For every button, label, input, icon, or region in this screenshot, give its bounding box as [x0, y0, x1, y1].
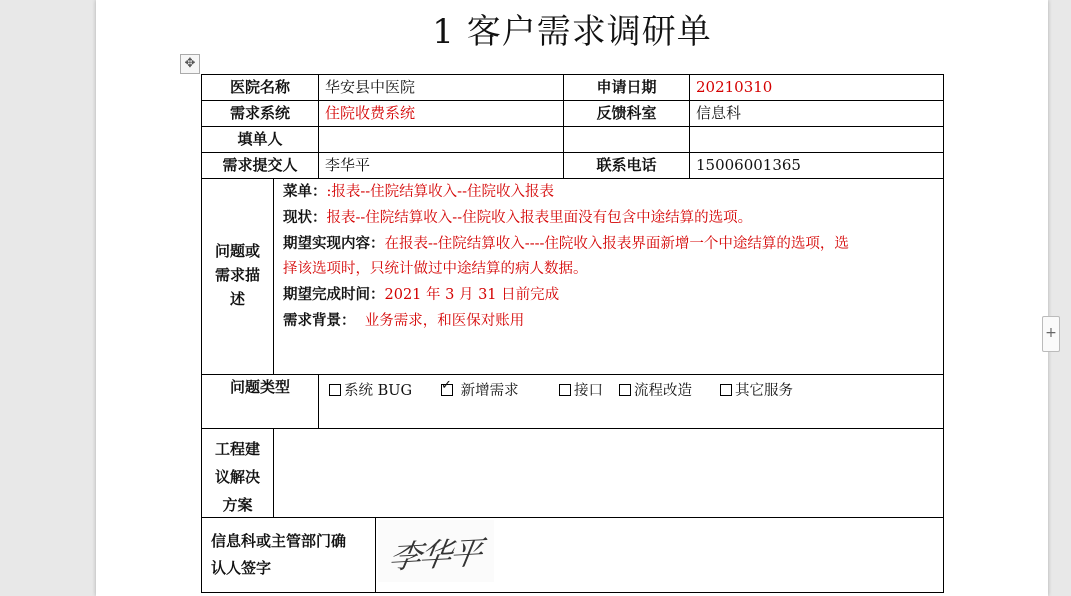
problem-label-line: 需求描: [214, 266, 260, 284]
submitter-value[interactable]: 李华平: [318, 152, 564, 179]
type-option-other[interactable]: [720, 379, 793, 400]
checkbox-icon[interactable]: [619, 384, 631, 396]
confirm-label-line: 认人签字: [211, 559, 272, 577]
engineering-label-line: 工程建: [214, 440, 260, 458]
phone-label: 联系电话: [563, 152, 690, 179]
empty-cell: [689, 126, 944, 153]
add-column-handle-icon[interactable]: +: [1042, 316, 1060, 352]
system-label: 需求系统: [201, 100, 319, 127]
filler-label: 填单人: [201, 126, 319, 153]
type-option-label: 其它服务: [735, 383, 793, 399]
hospital-value[interactable]: 华安县中医院: [318, 74, 564, 101]
empty-cell: [563, 126, 690, 153]
hospital-label: 医院名称: [201, 74, 319, 101]
type-option-label: 流程改造: [634, 383, 692, 399]
requirement-form-table: [201, 74, 944, 596]
menu-value: :报表--住院结算收入--住院收入报表: [326, 184, 554, 200]
signature-image: [378, 520, 494, 582]
type-option-interface[interactable]: [559, 379, 603, 400]
type-option-bug[interactable]: [329, 379, 412, 400]
type-option-new[interactable]: [441, 379, 519, 400]
expect-value: 在报表--住院结算收入----住院收入报表界面新增一个中途结算的选项，选: [384, 236, 849, 252]
filler-value[interactable]: [318, 126, 564, 153]
type-option-label: 新增需求: [460, 383, 519, 399]
confirm-label: [201, 517, 376, 593]
expect-value-cont: 择该选项时，只统计做过中途结算的病人数据。: [283, 261, 588, 277]
checkbox-icon[interactable]: [720, 384, 732, 396]
menu-key: 菜单：: [283, 183, 327, 200]
engineering-value[interactable]: [273, 428, 944, 518]
dept-value[interactable]: 信息科: [689, 100, 944, 127]
checkbox-icon[interactable]: [559, 384, 571, 396]
checkbox-checked-icon[interactable]: [441, 384, 453, 396]
submitter-label: 需求提交人: [201, 152, 319, 179]
problem-label-line: 问题或: [214, 242, 260, 260]
signature-cell[interactable]: [375, 517, 944, 593]
confirm-label-line: 信息科或主管部门确: [211, 532, 347, 550]
problem-description[interactable]: [273, 178, 944, 375]
system-value[interactable]: 住院收费系统: [318, 100, 564, 127]
background-value: 业务需求，和医保对账用: [355, 313, 525, 329]
engineering-label: [201, 428, 274, 518]
problem-label-line: 述: [229, 290, 245, 308]
type-options: [318, 374, 944, 429]
expect-key: 期望实现内容：: [283, 235, 385, 252]
table-move-handle-icon[interactable]: ✥: [180, 54, 200, 74]
background-key: 需求背景：: [283, 312, 356, 329]
checkbox-icon[interactable]: [329, 384, 341, 396]
apply-date-label: 申请日期: [563, 74, 690, 101]
problem-label: [201, 178, 274, 375]
status-value: 报表--住院结算收入--住院收入报表里面没有包含中途结算的选项。: [326, 210, 753, 226]
deadline-key: 期望完成时间：: [283, 286, 385, 303]
status-key: 现状：: [283, 209, 327, 226]
apply-date-value[interactable]: 20210310: [689, 74, 944, 101]
type-option-label: 系统 BUG: [344, 383, 413, 399]
deadline-value: 2021 年 3 月 31 日前完成: [384, 287, 560, 303]
type-option-process[interactable]: [619, 379, 692, 400]
phone-value[interactable]: 15006001365: [689, 152, 944, 179]
type-option-label: 接口: [574, 383, 603, 399]
type-label: 问题类型: [201, 374, 319, 429]
dept-label: 反馈科室: [563, 100, 690, 127]
signature-text: 李华平: [386, 533, 484, 577]
engineering-label-line: 方案: [222, 496, 253, 514]
document-title: 1 客户需求调研单: [432, 12, 712, 52]
engineering-label-line: 议解决: [214, 468, 260, 486]
